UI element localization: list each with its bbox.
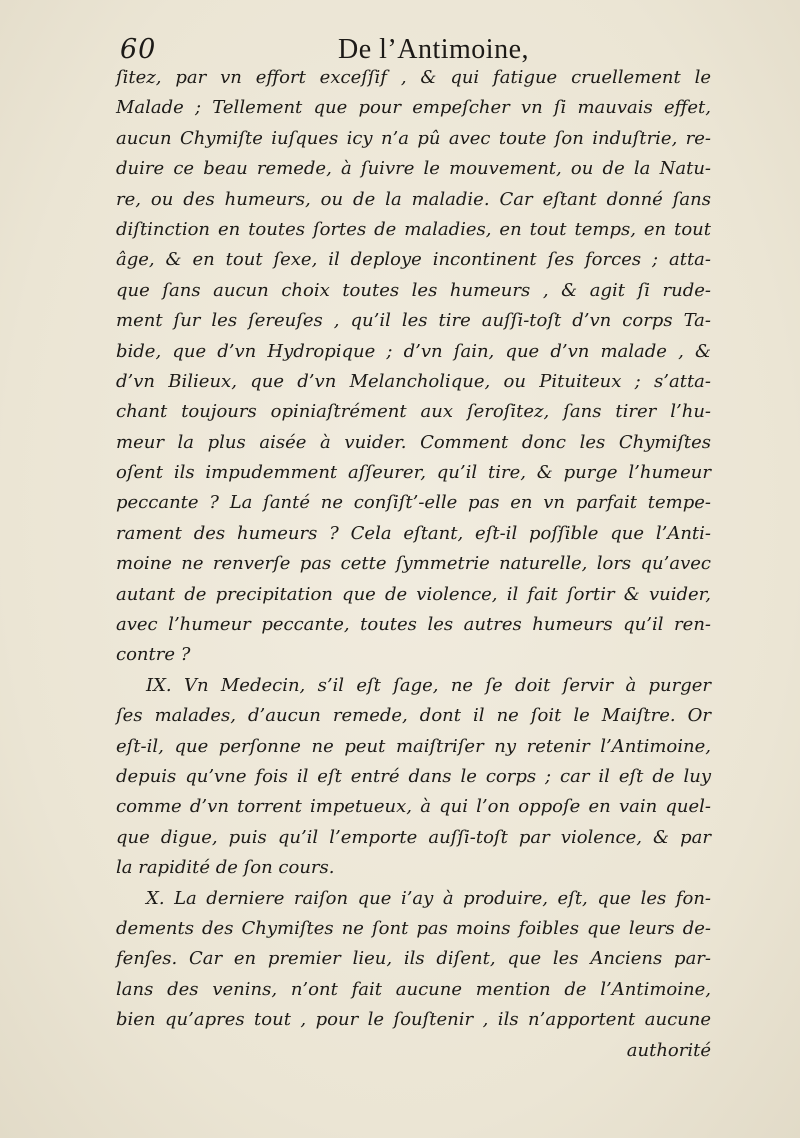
paragraph-x-first-line: X. La derniere raiſon que i’ay à produire, eſt, que les fon- bbox=[146, 887, 711, 909]
text-line: re, ou des humeurs, ou de la maladie. Car eſtant donné ſans bbox=[116, 188, 711, 210]
text-line: avec l’humeur peccante, toutes les autres humeurs qu’il ren- bbox=[116, 614, 711, 636]
text-line: d’vn Bilieux, que d’vn Melancholique, ou Pituiteux ; s’atta- bbox=[116, 370, 711, 392]
text-line: fenſes. Car en premier lieu, ils diſent, que les Anciens par- bbox=[116, 948, 711, 970]
body-text bbox=[116, 63, 711, 1066]
text-line: Malade ; Tellement que pour empeſcher vn ſi mauvais effet, bbox=[116, 97, 711, 119]
text-line: peccante ? La ſanté ne conſiſt’-elle pas en vn parfait tempe- bbox=[116, 492, 711, 514]
catchword: authorité bbox=[626, 1039, 711, 1061]
paragraph-ix-first-line: IX. Vn Medecin, s’il eſt ſage, ne ſe doit ſervir à purger bbox=[146, 674, 711, 696]
text-line: la rapidité de ſon cours. bbox=[116, 857, 335, 879]
text-line: autant de precipitation que de violence, il fait ſortir & vuider, bbox=[116, 583, 711, 605]
text-line: rament des humeurs ? Cela eſtant, eſt-il poſſible que l’Anti- bbox=[116, 522, 711, 544]
running-head: De l’Antimoine, bbox=[338, 34, 530, 65]
text-line: que digue, puis qu’il l’emporte auſſi-toſt par violence, & par bbox=[116, 826, 711, 848]
page-number: 60 bbox=[120, 34, 157, 65]
text-line: oſent ils impudemment aſſeurer, qu’il tire, & purge l’humeur bbox=[116, 462, 711, 484]
text-line: meur la plus aisée à vuider. Comment donc les Chymiſtes bbox=[116, 431, 711, 453]
text-line: dements des Chymiſtes ne ſont pas moins foibles que leurs de- bbox=[116, 917, 711, 939]
text-line: bide, que d’vn Hydropique ; d’vn ſain, que d’vn malade , & bbox=[116, 340, 711, 362]
text-line: chant toujours opiniaſtrément aux ſeroſitez, ſans tirer l’hu- bbox=[116, 401, 711, 423]
text-line: aucun Chymiſte iuſques icy n’a pû avec toute ſon induſtrie, re- bbox=[116, 127, 711, 149]
text-line: diſtinction en toutes ſortes de maladies, en tout temps, en tout bbox=[116, 218, 711, 240]
text-line: ment ſur les ſereuſes , qu’il les tire auſſi-toſt d’vn corps Ta- bbox=[116, 310, 711, 332]
text-line: ſes malades, d’aucun remede, dont il ne ſoit le Maiſtre. Or bbox=[116, 705, 711, 727]
text-line: comme d’vn torrent impetueux, à qui l’on oppoſe en vain quel- bbox=[116, 796, 711, 818]
text-line: eſt-il, que perſonne ne peut maiſtriſer ny retenir l’Antimoine, bbox=[116, 735, 711, 757]
text-line: contre ? bbox=[116, 644, 191, 666]
text-line: que ſans aucun choix toutes les humeurs , & agit ſi rude- bbox=[116, 279, 711, 301]
text-line: âge, & en tout ſexe, il deploye incontinent ſes forces ; atta- bbox=[116, 249, 711, 271]
text-line: bien qu’apres tout , pour le ſouſtenir , ils n’apportent aucune bbox=[116, 1009, 711, 1031]
text-line: depuis qu’vne fois il eſt entré dans le corps ; car il eſt de luy bbox=[116, 765, 711, 787]
text-line: moine ne renverſe pas cette ſymmetrie naturelle, lors qu’avec bbox=[116, 553, 711, 575]
text-line: lans des venins, n’ont fait aucune mention de l’Antimoine, bbox=[116, 978, 711, 1000]
text-line: duire ce beau remede, à ſuivre le mouvement, ou de la Natu- bbox=[116, 158, 711, 180]
text-line: ſitez, par vn effort exceſſif , & qui fatigue cruellement le bbox=[116, 67, 711, 88]
